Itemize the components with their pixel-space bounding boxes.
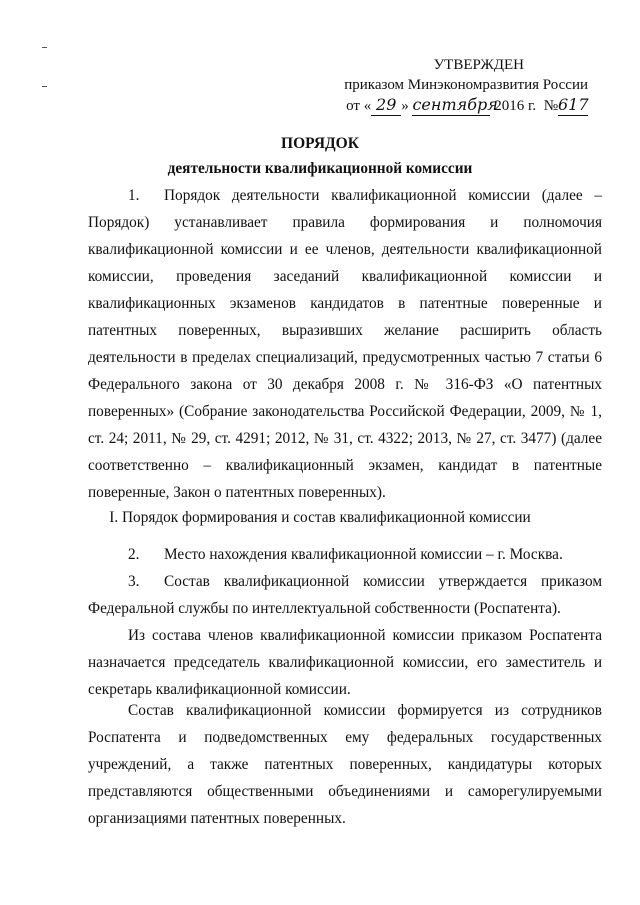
number-sign: № [543,98,558,114]
item-number: 2. [128,546,140,563]
section-heading: I. Порядок формирования и состав квалификационной комиссии [109,509,531,526]
item-text: Порядок деятельности квалификационной комиссии (далее – Порядок) устанавливает правила формирования и полномочия квалификационной комиссии и ее членов, деятельности квалификационной комиссии, проведения заседаний квалификационной комиссии и квалификационных экзаменов кандидатов в патентные поверенные и патентных поверенных, выразивших желание расширить область деятельности в пределах специализаций, предусмотренных частью 7 статьи 6 Федерального закона от 30 декабря 2008 г. № 316-ФЗ «О патентных поверенных» (Собрание законодательства Российской Федерации, 2009, № 1, ст. 24; 2011, № 29, ст. 4291; 2012, № 31, ст. 4322; 2013, № 27, ст. 3477) (далее соответственно – квалификационный экзамен, кандидат в патентные поверенные, Закон о патентных поверенных). [88,187,602,501]
document-subtitle: деятельности квалификационной комиссии [167,160,473,177]
order-number: 617 [558,95,589,114]
paragraph-chair [88,622,602,703]
approved-label: УТВЕРЖДЕН [433,57,524,73]
paragraph-composition [88,697,602,832]
date-year: 2016 г. [494,98,537,114]
approval-stamp [344,55,588,116]
date-day: 29 [371,95,401,116]
list-item [88,182,602,506]
order-line: приказом Минэкономразвития России [344,77,588,93]
margin-mark [42,47,47,48]
paragraph-text: Состав квалификационной комиссии формируется из сотрудников Роспатента и подведомственных ему федеральных государственных учреждений, а также патентных поверенных, кандидатуры которых представляются общественными объединениями и саморегулируемыми организациями патентных поверенных. [88,702,602,827]
margin-mark [42,86,47,87]
date-prefix: от « [346,98,372,114]
item-number: 1. [128,187,140,204]
paragraphs-2-3 [88,541,602,622]
paragraph-text: Из состава членов квалификационной комиссии приказом Роспатента назначается председатель квалификационной комиссии, его заместитель и секретарь квалификационной комиссии. [88,627,602,698]
date-mid: » [401,98,409,114]
item-text: Место нахождения квалификационной комиссии – г. Москва. [164,546,563,563]
order-date-line [344,95,588,116]
paragraph-1 [88,182,602,506]
list-item [88,541,602,568]
item-text: Состав квалификационной комиссии утверждается приказом Федеральной службы по интеллектуальной собственности (Роспатента). [88,573,602,617]
list-item [88,568,602,622]
item-number: 3. [128,573,140,590]
date-month: сентября [412,95,498,114]
document-title: ПОРЯДОК [281,135,359,152]
